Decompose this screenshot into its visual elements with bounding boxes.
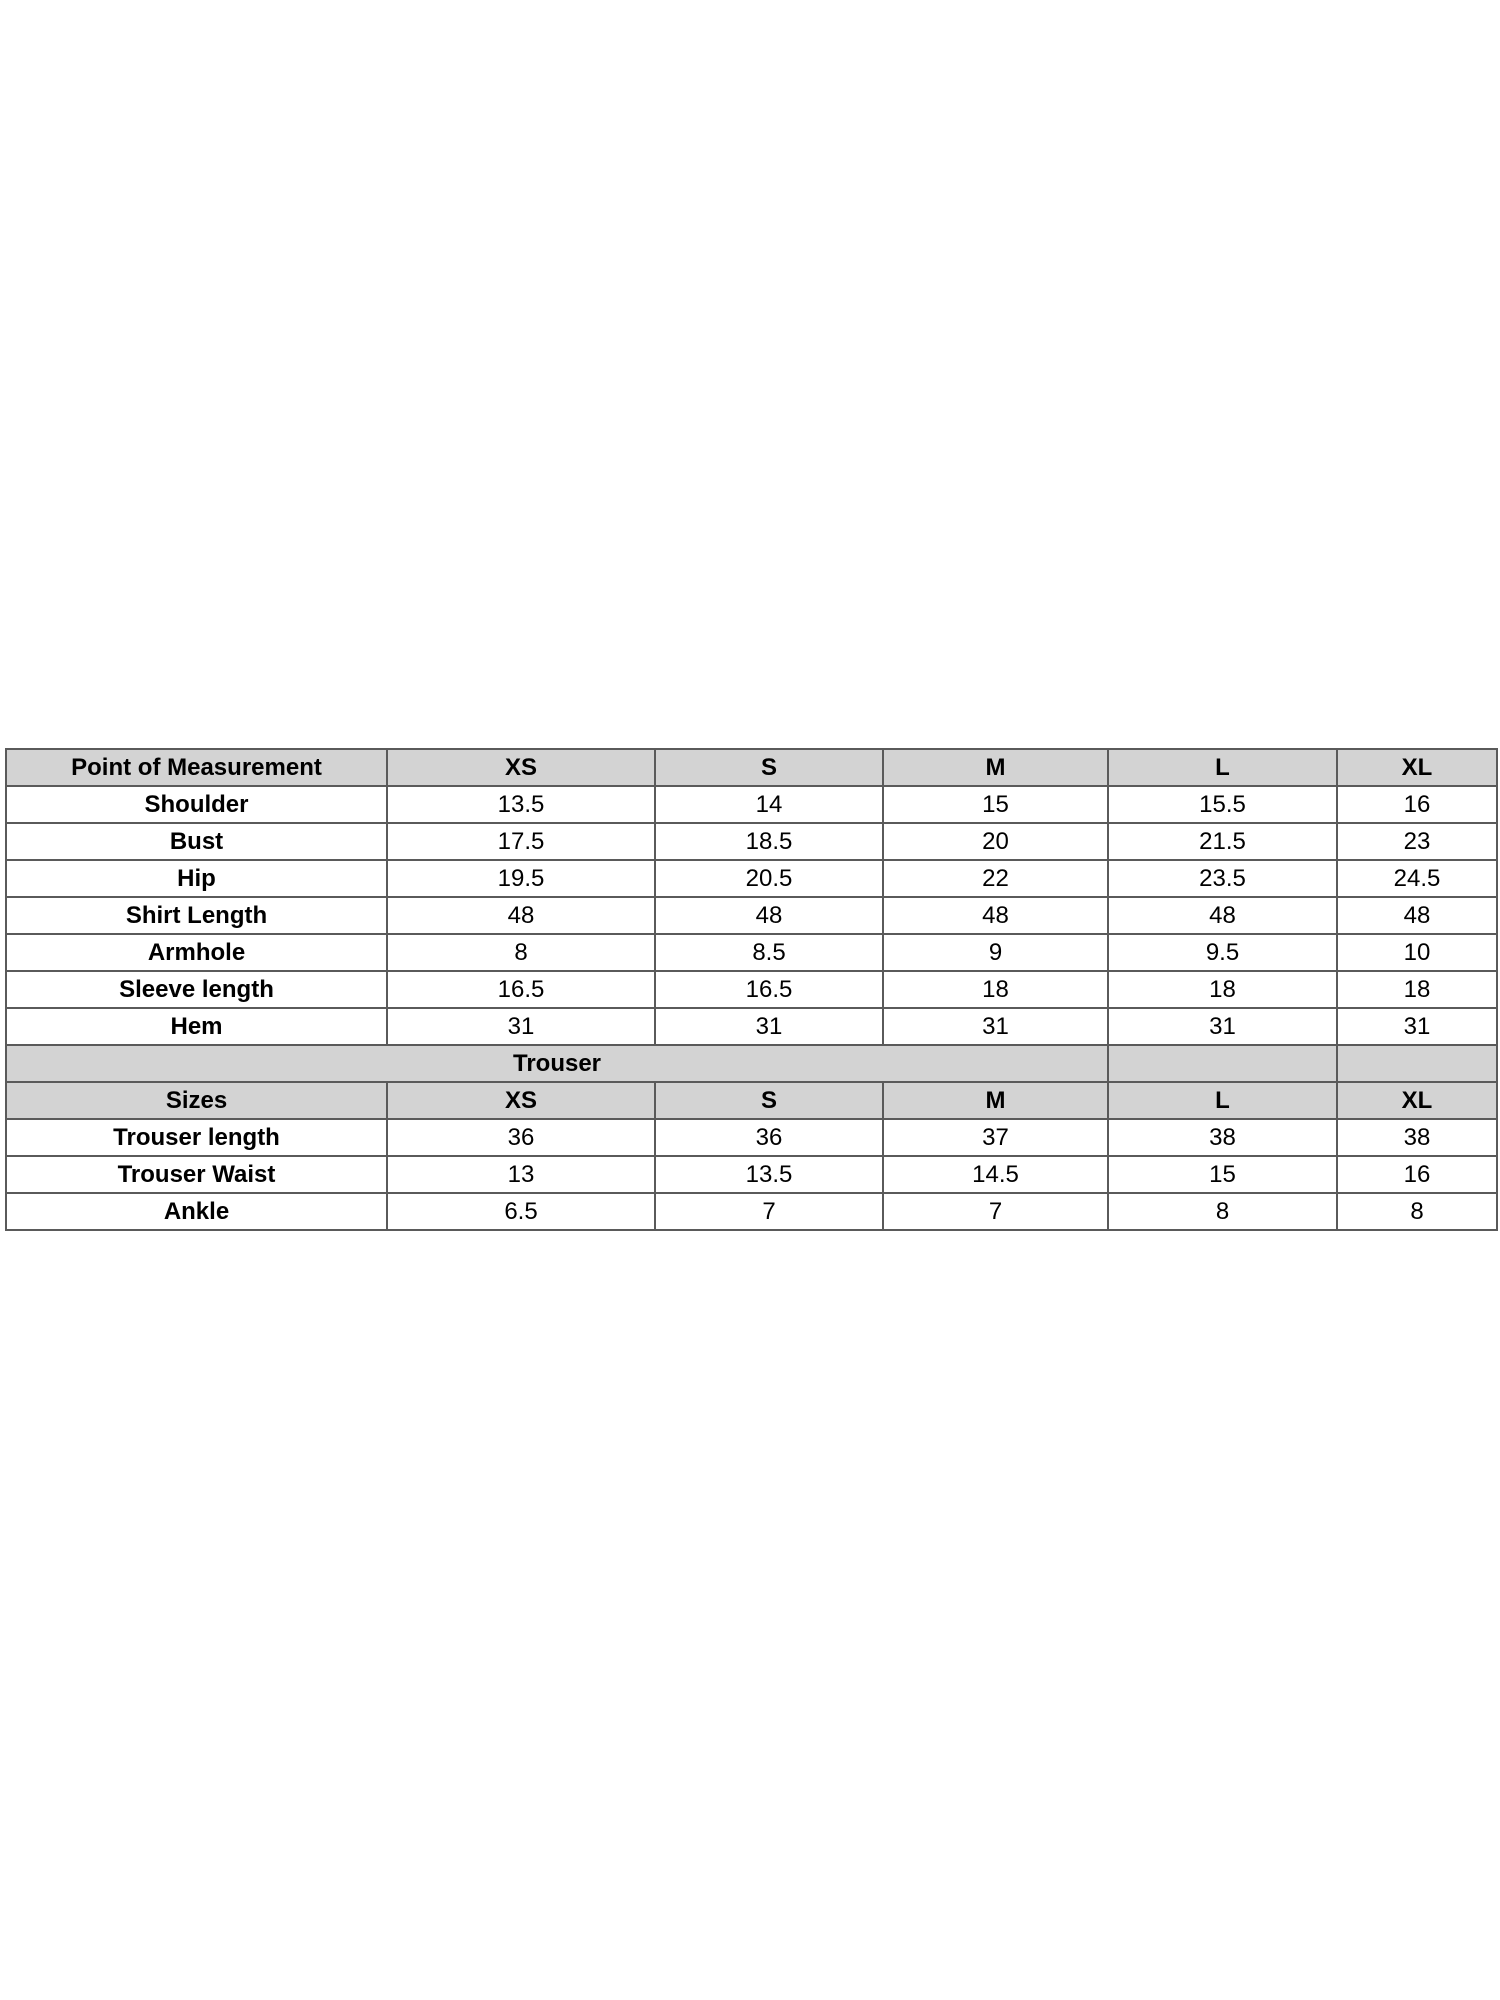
size-header-m: M (883, 749, 1108, 786)
table-cell: 6.5 (387, 1193, 655, 1230)
table-cell: 18.5 (655, 823, 883, 860)
table-row (6, 1156, 1497, 1193)
table-cell: 7 (883, 1193, 1108, 1230)
table-cell: 38 (1108, 1119, 1337, 1156)
table-cell: 9.5 (1108, 934, 1337, 971)
table-cell: 21.5 (1108, 823, 1337, 860)
table-row (6, 1008, 1497, 1045)
table-cell: 48 (1337, 897, 1497, 934)
table-cell: 48 (655, 897, 883, 934)
table-cell: 31 (1108, 1008, 1337, 1045)
row-label: Trouser length (6, 1119, 387, 1156)
table-cell: 18 (883, 971, 1108, 1008)
trouser-section-row (6, 1045, 1497, 1082)
row-label: Bust (6, 823, 387, 860)
header-label: Point of Measurement (6, 749, 387, 786)
table-cell: 37 (883, 1119, 1108, 1156)
table-cell: 13 (387, 1156, 655, 1193)
table-cell: 15 (1108, 1156, 1337, 1193)
empty-cell (1108, 1045, 1337, 1082)
table-cell: 48 (883, 897, 1108, 934)
table-cell: 23.5 (1108, 860, 1337, 897)
table-cell: 20 (883, 823, 1108, 860)
table-cell: 8 (1108, 1193, 1337, 1230)
row-label: Trouser Waist (6, 1156, 387, 1193)
table-row (6, 823, 1497, 860)
size-header-l: L (1108, 749, 1337, 786)
table-cell: 24.5 (1337, 860, 1497, 897)
table-cell: 36 (655, 1119, 883, 1156)
empty-cell (1337, 1045, 1497, 1082)
size-header-xl: XL (1337, 1082, 1497, 1119)
table-cell: 13.5 (655, 1156, 883, 1193)
table-cell: 16 (1337, 1156, 1497, 1193)
trouser-header-label: Sizes (6, 1082, 387, 1119)
row-label: Hip (6, 860, 387, 897)
table-row (6, 860, 1497, 897)
table-cell: 31 (883, 1008, 1108, 1045)
table-cell: 14.5 (883, 1156, 1108, 1193)
table-cell: 17.5 (387, 823, 655, 860)
table-cell: 18 (1337, 971, 1497, 1008)
trouser-header-row (6, 1082, 1497, 1119)
table-cell: 8 (387, 934, 655, 971)
size-header-s: S (655, 749, 883, 786)
row-label: Hem (6, 1008, 387, 1045)
table-row (6, 1119, 1497, 1156)
table-cell: 31 (1337, 1008, 1497, 1045)
table-cell: 16 (1337, 786, 1497, 823)
table-cell: 23 (1337, 823, 1497, 860)
row-label: Shoulder (6, 786, 387, 823)
table-row (6, 897, 1497, 934)
size-header-l: L (1108, 1082, 1337, 1119)
table-cell: 16.5 (387, 971, 655, 1008)
table-cell: 36 (387, 1119, 655, 1156)
table-cell: 48 (1108, 897, 1337, 934)
table-cell: 16.5 (655, 971, 883, 1008)
table-row (6, 934, 1497, 971)
table-cell: 48 (387, 897, 655, 934)
row-label: Armhole (6, 934, 387, 971)
table-row (6, 1193, 1497, 1230)
size-header-xs: XS (387, 749, 655, 786)
table-cell: 13.5 (387, 786, 655, 823)
size-header-xs: XS (387, 1082, 655, 1119)
table-row (6, 971, 1497, 1008)
trouser-section-title: Trouser (6, 1045, 1108, 1082)
size-header-m: M (883, 1082, 1108, 1119)
table-cell: 31 (387, 1008, 655, 1045)
table-cell: 10 (1337, 934, 1497, 971)
table-cell: 15 (883, 786, 1108, 823)
table-cell: 18 (1108, 971, 1337, 1008)
table-cell: 7 (655, 1193, 883, 1230)
table-cell: 38 (1337, 1119, 1497, 1156)
table-cell: 19.5 (387, 860, 655, 897)
row-label: Sleeve length (6, 971, 387, 1008)
table-cell: 8.5 (655, 934, 883, 971)
table-cell: 22 (883, 860, 1108, 897)
table-cell: 14 (655, 786, 883, 823)
table-cell: 8 (1337, 1193, 1497, 1230)
table-cell: 15.5 (1108, 786, 1337, 823)
table-cell: 20.5 (655, 860, 883, 897)
table-row (6, 786, 1497, 823)
size-header-s: S (655, 1082, 883, 1119)
header-row (6, 749, 1497, 786)
table-cell: 31 (655, 1008, 883, 1045)
size-chart-table (5, 748, 1498, 1231)
table-cell: 9 (883, 934, 1108, 971)
row-label: Shirt Length (6, 897, 387, 934)
size-header-xl: XL (1337, 749, 1497, 786)
row-label: Ankle (6, 1193, 387, 1230)
